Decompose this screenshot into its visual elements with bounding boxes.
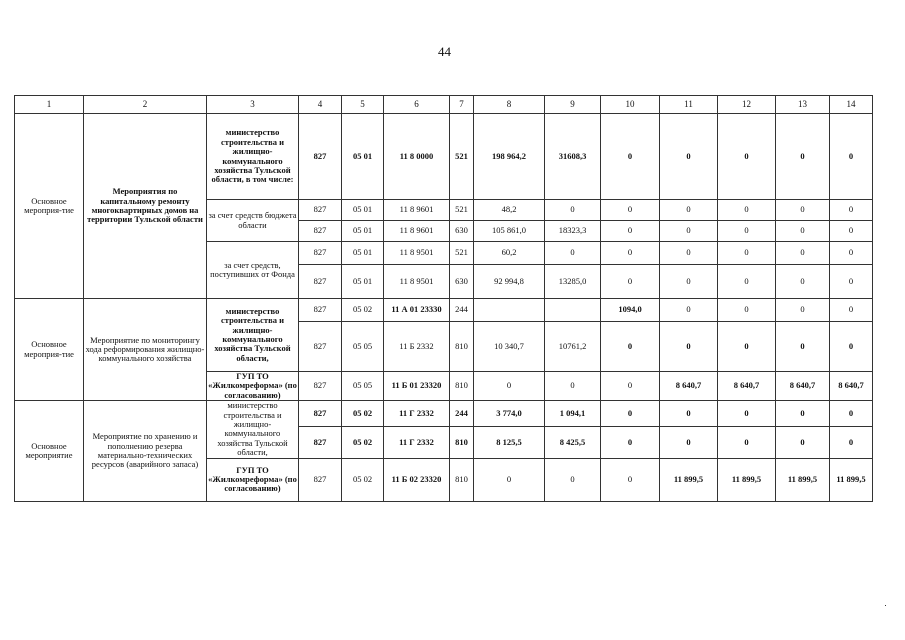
cell-c4: 827 xyxy=(299,426,342,458)
cell-c6: 11 8 9601 xyxy=(384,221,450,242)
cell-c4: 827 xyxy=(299,372,342,401)
cell-c4: 827 xyxy=(299,221,342,242)
cell-c9: 13285,0 xyxy=(545,265,601,299)
cell-c6: 11 Б 2332 xyxy=(384,322,450,372)
cell-c12: 0 xyxy=(718,221,776,242)
cell-c5: 05 05 xyxy=(342,372,384,401)
cell-c14: 0 xyxy=(830,322,873,372)
cell-c8: 0 xyxy=(474,372,545,401)
page-number: 44 xyxy=(438,44,451,59)
cell-c11: 11 899,5 xyxy=(660,458,718,501)
col-header-3: 3 xyxy=(207,96,299,114)
cell-c5: 05 02 xyxy=(342,401,384,427)
cell-c14: 0 xyxy=(830,221,873,242)
cell-c6: 11 8 9601 xyxy=(384,200,450,221)
cell-c9: 0 xyxy=(545,372,601,401)
cell-c14: 0 xyxy=(830,299,873,322)
cell-c12: 11 899,5 xyxy=(718,458,776,501)
cell-c5: 05 02 xyxy=(342,458,384,501)
cell-c14: 0 xyxy=(830,200,873,221)
cell-c9: 18323,3 xyxy=(545,221,601,242)
col-header-2: 2 xyxy=(84,96,207,114)
col-header-14: 14 xyxy=(830,96,873,114)
cell-c13: 8 640,7 xyxy=(776,372,830,401)
col-header-7: 7 xyxy=(450,96,474,114)
cell-c14: 0 xyxy=(830,265,873,299)
source-cell: министерство строительства и жилищно-коммунального хозяйства Тульской области, xyxy=(207,299,299,372)
cell-c10: 0 xyxy=(601,200,660,221)
activity-name: Мероприятие по мониторингу хода реформирования жилищно-коммунального хозяйства xyxy=(84,299,207,401)
cell-c5: 05 01 xyxy=(342,242,384,265)
cell-c8: 3 774,0 xyxy=(474,401,545,427)
cell-c8: 10 340,7 xyxy=(474,322,545,372)
source-cell: министерство строительства и жилищно-коммунального хозяйства Тульской области, xyxy=(207,401,299,458)
source-cell: за счет средств, поступивших от Фонда xyxy=(207,242,299,299)
scan-speck xyxy=(885,605,886,606)
cell-c6: 11 8 9501 xyxy=(384,242,450,265)
source-cell: за счет средств бюджета области xyxy=(207,200,299,242)
cell-c8: 198 964,2 xyxy=(474,114,545,200)
cell-c9: 10761,2 xyxy=(545,322,601,372)
cell-c4: 827 xyxy=(299,265,342,299)
cell-c6: 11 8 0000 xyxy=(384,114,450,200)
cell-c9: 8 425,5 xyxy=(545,426,601,458)
cell-c9 xyxy=(545,299,601,322)
cell-c13: 0 xyxy=(776,322,830,372)
cell-c13: 0 xyxy=(776,221,830,242)
cell-c5: 05 02 xyxy=(342,426,384,458)
cell-c11: 0 xyxy=(660,299,718,322)
cell-c7: 810 xyxy=(450,322,474,372)
cell-c12: 0 xyxy=(718,299,776,322)
cell-c13: 0 xyxy=(776,426,830,458)
cell-c12: 0 xyxy=(718,322,776,372)
cell-c5: 05 01 xyxy=(342,265,384,299)
cell-c11: 0 xyxy=(660,242,718,265)
cell-c14: 8 640,7 xyxy=(830,372,873,401)
cell-c10: 0 xyxy=(601,114,660,200)
cell-c5: 05 02 xyxy=(342,299,384,322)
table-row xyxy=(15,114,873,200)
source-cell: ГУП ТО «Жилкомреформа» (по согласованию) xyxy=(208,371,297,400)
cell-c9: 0 xyxy=(545,242,601,265)
cell-c10: 0 xyxy=(601,426,660,458)
cell-c10: 0 xyxy=(601,372,660,401)
cell-c7: 521 xyxy=(450,242,474,265)
cell-c7: 630 xyxy=(450,265,474,299)
cell-c6: 11 Б 02 23320 xyxy=(384,458,450,501)
col-header-6: 6 xyxy=(384,96,450,114)
cell-c6: 11 А 01 23330 xyxy=(384,299,450,322)
col-header-12: 12 xyxy=(718,96,776,114)
cell-c4: 827 xyxy=(299,200,342,221)
activity-type: Основное мероприя-тие xyxy=(15,299,84,401)
col-header-1: 1 xyxy=(15,96,84,114)
activity-name: Мероприятия по капитальному ремонту многоквартирных домов на территории Тульской области xyxy=(84,114,207,299)
cell-c10: 0 xyxy=(601,401,660,427)
cell-c7: 810 xyxy=(450,372,474,401)
cell-c8: 60,2 xyxy=(474,242,545,265)
cell-c11: 0 xyxy=(660,401,718,427)
cell-c12: 0 xyxy=(718,426,776,458)
col-header-9: 9 xyxy=(545,96,601,114)
cell-c10: 0 xyxy=(601,242,660,265)
col-header-5: 5 xyxy=(342,96,384,114)
cell-c7: 244 xyxy=(450,299,474,322)
cell-c8: 92 994,8 xyxy=(474,265,545,299)
table-row xyxy=(15,299,873,322)
cell-c14: 0 xyxy=(830,114,873,200)
cell-c10: 0 xyxy=(601,265,660,299)
table-row xyxy=(15,401,873,427)
col-header-8: 8 xyxy=(474,96,545,114)
cell-c11: 0 xyxy=(660,221,718,242)
cell-c14: 0 xyxy=(830,242,873,265)
cell-c7: 244 xyxy=(450,401,474,427)
cell-c13: 0 xyxy=(776,200,830,221)
cell-c12: 0 xyxy=(718,401,776,427)
cell-c6: 11 Б 01 23320 xyxy=(384,372,450,401)
cell-c7: 810 xyxy=(450,458,474,501)
col-header-11: 11 xyxy=(660,96,718,114)
header-row xyxy=(15,96,873,114)
cell-c8: 105 861,0 xyxy=(474,221,545,242)
cell-c4: 827 xyxy=(299,458,342,501)
cell-c4: 827 xyxy=(299,322,342,372)
cell-c14: 0 xyxy=(830,401,873,427)
cell-c5: 05 05 xyxy=(342,322,384,372)
cell-c4: 827 xyxy=(299,299,342,322)
cell-c10: 1094,0 xyxy=(601,299,660,322)
cell-c5: 05 01 xyxy=(342,114,384,200)
cell-c14: 0 xyxy=(830,426,873,458)
cell-c12: 0 xyxy=(718,114,776,200)
cell-c14: 11 899,5 xyxy=(830,458,873,501)
cell-c10: 0 xyxy=(601,322,660,372)
cell-c10: 0 xyxy=(601,221,660,242)
col-header-4: 4 xyxy=(299,96,342,114)
cell-c4: 827 xyxy=(299,114,342,200)
cell-c11: 0 xyxy=(660,200,718,221)
cell-c10: 0 xyxy=(601,458,660,501)
activity-name: Мероприятие по хранению и пополнению резерва материально-технических ресурсов (аварийного запаса) xyxy=(84,401,207,501)
cell-c11: 0 xyxy=(660,322,718,372)
cell-c6: 11 8 9501 xyxy=(384,265,450,299)
cell-c6: 11 Г 2332 xyxy=(384,426,450,458)
col-header-13: 13 xyxy=(776,96,830,114)
cell-c8: 48,2 xyxy=(474,200,545,221)
cell-c9: 0 xyxy=(545,200,601,221)
cell-c8: 0 xyxy=(474,458,545,501)
cell-c11: 8 640,7 xyxy=(660,372,718,401)
cell-c7: 521 xyxy=(450,200,474,221)
cell-c7: 810 xyxy=(450,426,474,458)
cell-c13: 0 xyxy=(776,401,830,427)
cell-c4: 827 xyxy=(299,401,342,427)
cell-c12: 0 xyxy=(718,200,776,221)
cell-c11: 0 xyxy=(660,265,718,299)
cell-c4: 827 xyxy=(299,242,342,265)
program-table xyxy=(14,95,873,502)
cell-c5: 05 01 xyxy=(342,200,384,221)
source-cell: министерство строительства и жилищно-коммунального хозяйства Тульской области, в том числе: xyxy=(207,114,299,200)
cell-c11: 0 xyxy=(660,426,718,458)
source-cell: ГУП ТО «Жилкомреформа» (по согласованию) xyxy=(207,458,299,501)
cell-c7: 521 xyxy=(450,114,474,200)
activity-type: Основное мероприятие xyxy=(15,401,84,501)
cell-c13: 0 xyxy=(776,299,830,322)
col-header-10: 10 xyxy=(601,96,660,114)
cell-c13: 0 xyxy=(776,114,830,200)
cell-c12: 8 640,7 xyxy=(718,372,776,401)
cell-c13: 11 899,5 xyxy=(776,458,830,501)
cell-c9: 1 094,1 xyxy=(545,401,601,427)
cell-c12: 0 xyxy=(718,242,776,265)
cell-c9: 0 xyxy=(545,458,601,501)
cell-c13: 0 xyxy=(776,242,830,265)
cell-c5: 05 01 xyxy=(342,221,384,242)
cell-c11: 0 xyxy=(660,114,718,200)
cell-c13: 0 xyxy=(776,265,830,299)
activity-type: Основное мероприя-тие xyxy=(15,114,84,299)
cell-c8 xyxy=(474,299,545,322)
cell-c7: 630 xyxy=(450,221,474,242)
cell-c12: 0 xyxy=(718,265,776,299)
cell-c9: 31608,3 xyxy=(545,114,601,200)
cell-c8: 8 125,5 xyxy=(474,426,545,458)
cell-c6: 11 Г 2332 xyxy=(384,401,450,427)
